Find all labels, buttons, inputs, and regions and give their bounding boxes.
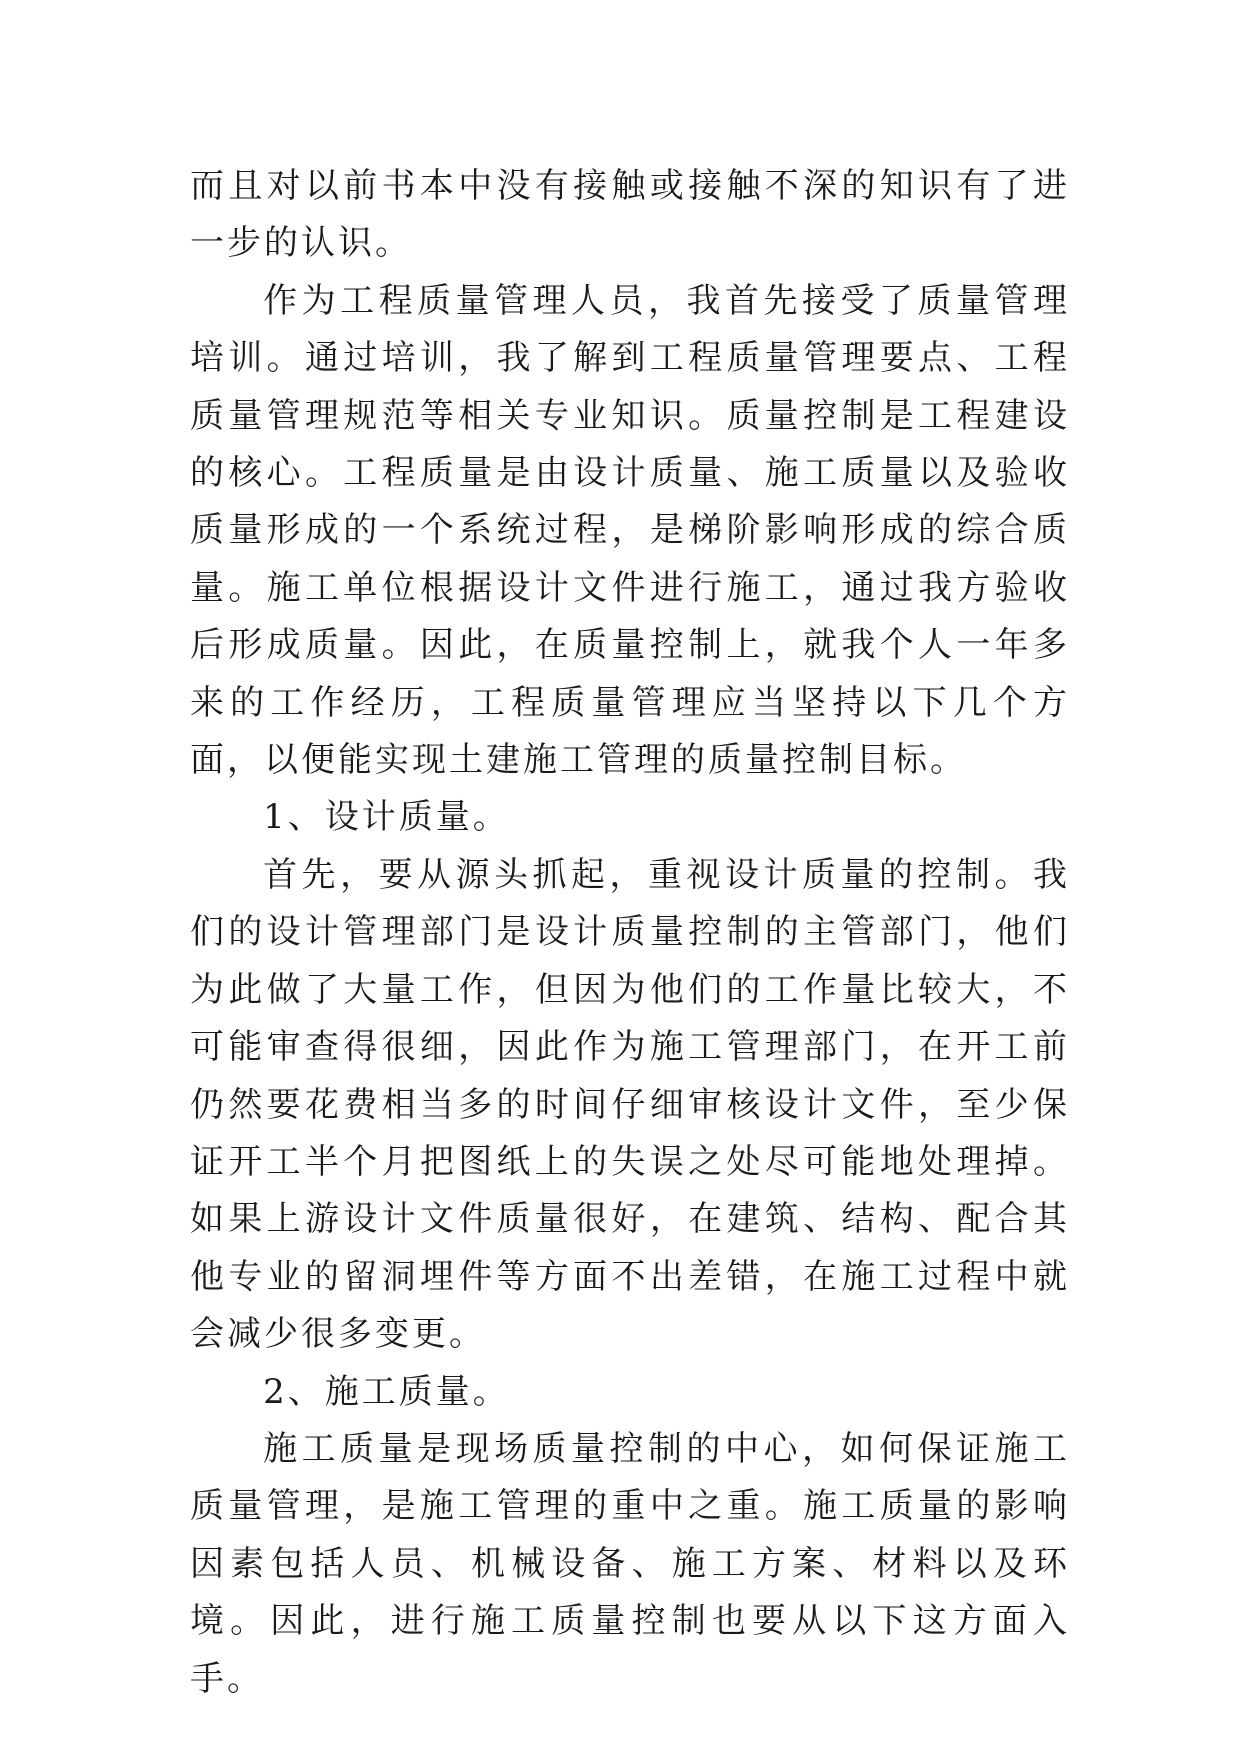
paragraph-design-quality: 首先，要从源头抓起，重视设计质量的控制。我们的设计管理部门是设计质量控制的主管部门，他们为此做了大量工作，但因为他们的工作量比较大，不可能审查得很细，因此作为施工管理部门，在开工前仍然要花费相当多的时间仔细审核设计文件，至少保证开工半个月把图纸上的失误之处尽可能地处理掉。如果上游设计文件质量很好，在建筑、结构、配合其他专业的留洞埋件等方面不出差错，在施工过程中就会减少很多变更。 — [190, 854, 1070, 1355]
paragraph-quality-training: 作为工程质量管理人员，我首先接受了质量管理培训。通过培训，我了解到工程质量管理要点、工程质量管理规范等相关专业知识。质量控制是工程建设的核心。工程质量是由设计质量、施工质量以及验收质量形成的一个系统过程，是梯阶影响形成的综合质量。施工单位根据设计文件进行施工，通过我方验收后形成质量。因此，在质量控制上，就我个人一年多来的工作经历，工程质量管理应当坚持以下几个方面，以便能实现土建施工管理的质量控制目标。 — [190, 280, 1070, 781]
paragraph-continuation: 而且对以前书本中没有接触或接触不深的知识有了进一步的认识。 — [190, 166, 1070, 264]
section-heading-design-quality: 1、设计质量。 — [263, 797, 510, 838]
paragraph-construction-quality: 施工质量是现场质量控制的中心，如何保证施工质量管理，是施工管理的重中之重。施工质量的影响因素包括人员、机械设备、施工方案、材料以及环境。因此，进行施工质量控制也要从以下这方面入手。 — [190, 1428, 1070, 1699]
section-heading-construction-quality: 2、施工质量。 — [263, 1371, 510, 1412]
document-body — [190, 158, 1070, 1708]
